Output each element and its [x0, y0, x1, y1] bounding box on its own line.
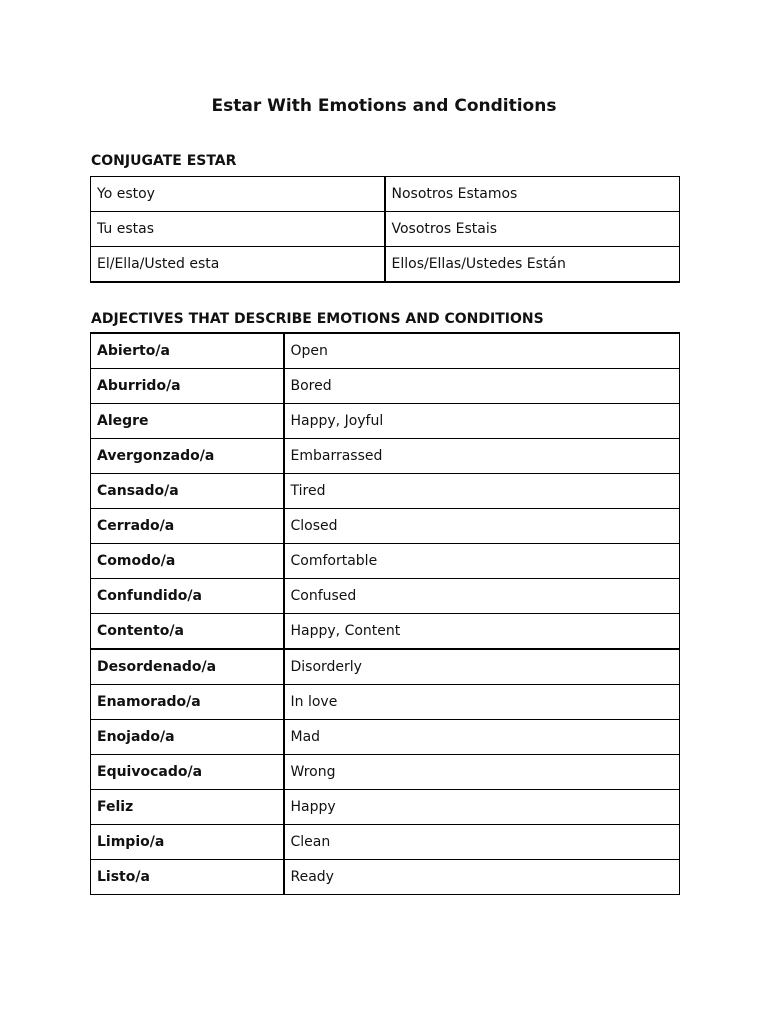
english-translation-cell: Embarrassed	[284, 439, 680, 474]
english-translation-cell: Clean	[284, 825, 680, 860]
table-row	[91, 860, 680, 895]
english-translation-cell: Bored	[284, 369, 680, 404]
spanish-adjective-cell: Cerrado/a	[91, 509, 284, 544]
english-translation-cell: Happy, Joyful	[284, 404, 680, 439]
page-title: Estar With Emotions and Conditions	[211, 96, 557, 116]
spanish-adjective-cell: Contento/a	[91, 614, 284, 650]
spanish-adjective-cell: Enamorado/a	[91, 685, 284, 720]
table-row	[91, 333, 680, 369]
table-row	[91, 579, 680, 614]
english-translation-cell: Confused	[284, 579, 680, 614]
table-row	[91, 212, 680, 247]
singular-form-cell: El/Ella/Usted esta	[91, 247, 385, 283]
table-row	[91, 720, 680, 755]
spanish-adjective-cell: Equivocado/a	[91, 755, 284, 790]
table-row	[91, 247, 680, 283]
english-translation-cell: In love	[284, 685, 680, 720]
spanish-adjective-cell: Desordenado/a	[91, 649, 284, 685]
singular-form-cell: Tu estas	[91, 212, 385, 247]
table-row	[91, 685, 680, 720]
spanish-adjective-cell: Alegre	[91, 404, 284, 439]
conjugation-heading: CONJUGATE ESTAR	[91, 153, 237, 169]
table-row	[91, 544, 680, 579]
table-row	[91, 369, 680, 404]
english-translation-cell: Ready	[284, 860, 680, 895]
plural-form-cell: Vosotros Estais	[385, 212, 680, 247]
spanish-adjective-cell: Abierto/a	[91, 333, 284, 369]
spanish-adjective-cell: Avergonzado/a	[91, 439, 284, 474]
spanish-adjective-cell: Feliz	[91, 790, 284, 825]
spanish-adjective-cell: Aburrido/a	[91, 369, 284, 404]
spanish-adjective-cell: Listo/a	[91, 860, 284, 895]
adjectives-heading: ADJECTIVES THAT DESCRIBE EMOTIONS AND CONDITIONS	[91, 311, 544, 327]
plural-form-cell: Nosotros Estamos	[385, 177, 680, 212]
table-row	[91, 825, 680, 860]
singular-form-cell: Yo estoy	[91, 177, 385, 212]
table-row	[91, 790, 680, 825]
english-translation-cell: Comfortable	[284, 544, 680, 579]
spanish-adjective-cell: Enojado/a	[91, 720, 284, 755]
adjectives-table	[90, 332, 680, 895]
spanish-adjective-cell: Cansado/a	[91, 474, 284, 509]
table-row	[91, 439, 680, 474]
conjugation-table	[90, 176, 680, 283]
english-translation-cell: Happy	[284, 790, 680, 825]
table-row	[91, 404, 680, 439]
english-translation-cell: Disorderly	[284, 649, 680, 685]
spanish-adjective-cell: Comodo/a	[91, 544, 284, 579]
table-row	[91, 474, 680, 509]
spanish-adjective-cell: Confundido/a	[91, 579, 284, 614]
table-row	[91, 509, 680, 544]
plural-form-cell: Ellos/Ellas/Ustedes Están	[385, 247, 680, 283]
table-row	[91, 614, 680, 650]
english-translation-cell: Open	[284, 333, 680, 369]
spanish-adjective-cell: Limpio/a	[91, 825, 284, 860]
english-translation-cell: Closed	[284, 509, 680, 544]
table-row	[91, 755, 680, 790]
table-row	[91, 177, 680, 212]
english-translation-cell: Wrong	[284, 755, 680, 790]
english-translation-cell: Tired	[284, 474, 680, 509]
english-translation-cell: Happy, Content	[284, 614, 680, 650]
english-translation-cell: Mad	[284, 720, 680, 755]
table-row	[91, 649, 680, 685]
